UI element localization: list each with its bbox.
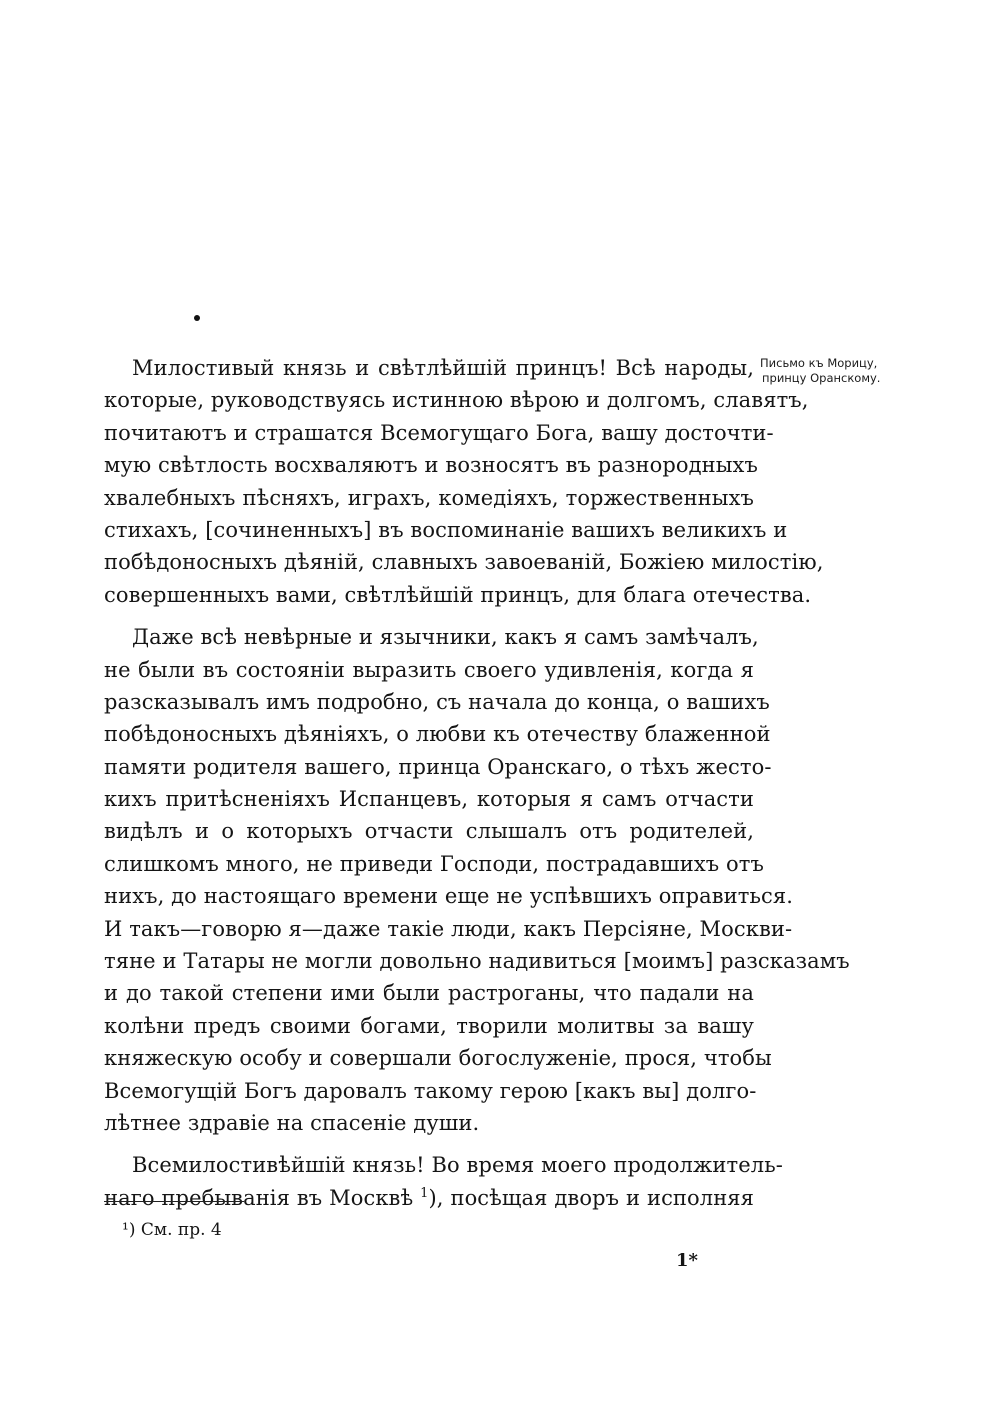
text-line: видѣлъ и о которыхъ отчасти слышалъ отъ родителей, xyxy=(104,819,754,844)
text-line: почитаютъ и страшатся Всемогущаго Бога, вашу досточти- xyxy=(104,420,774,445)
text-line: побѣдоносныхъ дѣяній, славныхъ завоеваній, Божіею милостію, xyxy=(104,550,824,575)
footnote-reference[interactable]: 1 xyxy=(420,1185,429,1201)
footnote-text: См. пр. 4 xyxy=(140,1220,222,1240)
text-line-with-footnote xyxy=(104,1182,754,1214)
text-line: мую свѣтлость восхваляютъ и возносятъ въ разнородныхъ xyxy=(104,453,758,478)
paragraph-3 xyxy=(104,1149,783,1214)
text-line: Всемилостивѣйшій князь! Во время моего продолжитель- xyxy=(132,1153,783,1178)
text-line: кихъ притѣсненіяхъ Испанцевъ, которыя я самъ отчасти xyxy=(104,787,754,812)
text-line: памяти родителя вашего, принца Оранскаго, о тѣхъ жесто- xyxy=(104,754,772,779)
footnote-mark: ¹) xyxy=(122,1220,136,1240)
text-line: разсказывалъ имъ подробно, съ начала до конца, о вашихъ xyxy=(104,689,770,714)
text-line: совершенныхъ вами, свѣтлѣйшій принцъ, для блага отечества. xyxy=(104,582,812,607)
text-line: которые, руководствуясь истинною вѣрою и долгомъ, славятъ, xyxy=(104,388,809,413)
footnote-divider xyxy=(104,1201,244,1202)
signature-mark: 1* xyxy=(676,1250,698,1271)
text-line: нихъ, до настоящаго времени еще не успѣвшихъ оправиться. xyxy=(104,884,793,909)
text-line: тяне и Татары не могли довольно надивиться [моимъ] разсказамъ xyxy=(104,949,850,974)
text-line: не были въ состояніи выразить своего удивленія, когда я xyxy=(104,657,754,682)
text-line: княжескую особу и совершали богослуженіе, прося, чтобы xyxy=(104,1046,772,1071)
text-line: стихахъ, [сочиненныхъ] въ воспоминаніе вашихъ великихъ и xyxy=(104,517,788,542)
marginal-note-line-2: принцу Оранскому. xyxy=(762,371,881,385)
text-line: слишкомъ много, не приведи Господи, пострадавшихъ отъ xyxy=(104,851,764,876)
marginal-note xyxy=(760,356,910,386)
text-line: и до такой степени ими были растроганы, что падали на xyxy=(104,981,754,1006)
paragraph-2 xyxy=(104,621,850,1139)
text-line: колѣни предъ своими богами, творили молитвы за вашу xyxy=(104,1013,754,1038)
marginal-note-line-1: Письмо къ Морицу, xyxy=(760,356,878,370)
text-line: Даже всѣ невѣрные и язычники, какъ я самъ замѣчалъ, xyxy=(132,625,759,650)
text-line: Милостивый князь и свѣтлѣйшій принцъ! Всѣ народы, xyxy=(132,356,754,380)
text-fragment: наго пребыванія въ Москвѣ xyxy=(104,1185,414,1210)
text-line: Всемогущій Богъ даровалъ такому герою [какъ вы] долго- xyxy=(104,1078,757,1103)
text-line: хвалебныхъ пѣсняхъ, играхъ, комедіяхъ, торжественныхъ xyxy=(104,485,754,510)
text-line: И такъ—говорю я—даже такіе люди, какъ Персіяне, Москви- xyxy=(104,916,793,941)
footnote xyxy=(122,1219,222,1241)
text-line: лѣтнее здравіе на спасеніе души. xyxy=(104,1110,480,1135)
text-fragment: ), посѣщая дворъ и исполняя xyxy=(428,1185,754,1210)
ink-speck xyxy=(194,315,200,321)
text-line: побѣдоносныхъ дѣяніяхъ, о любви къ отечеству блаженной xyxy=(104,722,771,747)
